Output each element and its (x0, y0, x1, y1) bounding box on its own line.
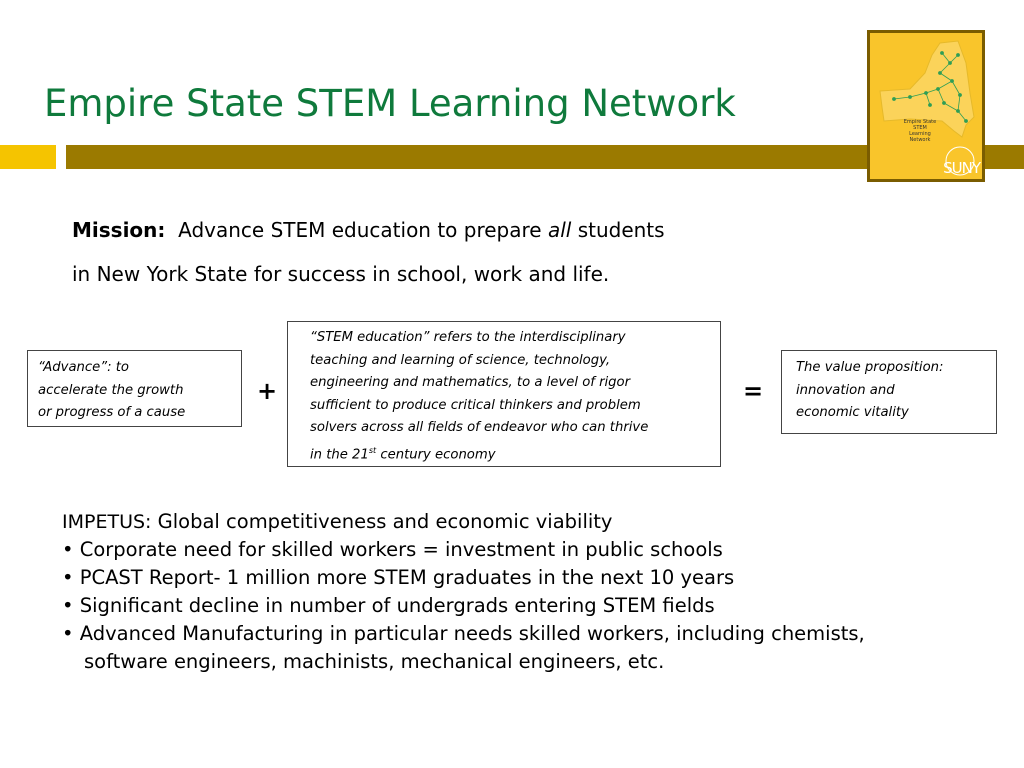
impetus-section: IMPETUS: Global competitiveness and economic viability • Corporate need for skilled workers = investment in public schools • PCAST Report- 1 million more STEM graduates in the next 10 years • Significant decline in number of undergrads entering STEM fields • Advanced Manufacturing in particular needs skilled workers, including chemists, software engineers, machinists, mechanical engineers, etc. (62, 508, 1002, 676)
mission-label: Mission: (72, 218, 166, 242)
stem-definition-box: “STEM education” refers to the interdisciplinary teaching and learning of science, technology, engineering and mathematics, to a level of rigor sufficient to produce critical thinkers and problem solvers across all fields of endeavor who can thrive in the 21st century economy (287, 321, 721, 467)
mission-line-2: in New York State for success in school, work and life. (72, 262, 610, 286)
impetus-bullet: • PCAST Report- 1 million more STEM graduates in the next 10 years (62, 566, 735, 589)
value-proposition-box: The value proposition: innovation and economic vitality (781, 350, 997, 434)
suny-wordmark: SUNY (943, 159, 980, 177)
new-york-map-icon (870, 33, 982, 179)
impetus-bullet: • Advanced Manufacturing in particular needs skilled workers, including chemists, (62, 622, 865, 645)
impetus-bullet: • Significant decline in number of undergrads entering STEM fields (62, 594, 715, 617)
network-logo (867, 30, 985, 182)
equals-sign: = (743, 377, 764, 405)
impetus-bullet: • Corporate need for skilled workers = investment in public schools (62, 538, 723, 561)
logo-text: Empire State STEM Learning Network (903, 119, 937, 143)
page-title: Empire State STEM Learning Network (44, 82, 736, 125)
impetus-bullet-continuation: software engineers, machinists, mechanical engineers, etc. (84, 650, 665, 673)
advance-definition-box: “Advance”: to accelerate the growth or progress of a cause (27, 350, 242, 427)
header-accent-bar (0, 145, 56, 169)
mission-statement: Mission: Advance STEM education to prepare all students in New York State for success in school, work and life. (72, 208, 772, 296)
mission-emphasis: all (547, 218, 572, 242)
plus-sign: + (257, 377, 278, 405)
impetus-label: IMPETUS: (62, 511, 152, 533)
